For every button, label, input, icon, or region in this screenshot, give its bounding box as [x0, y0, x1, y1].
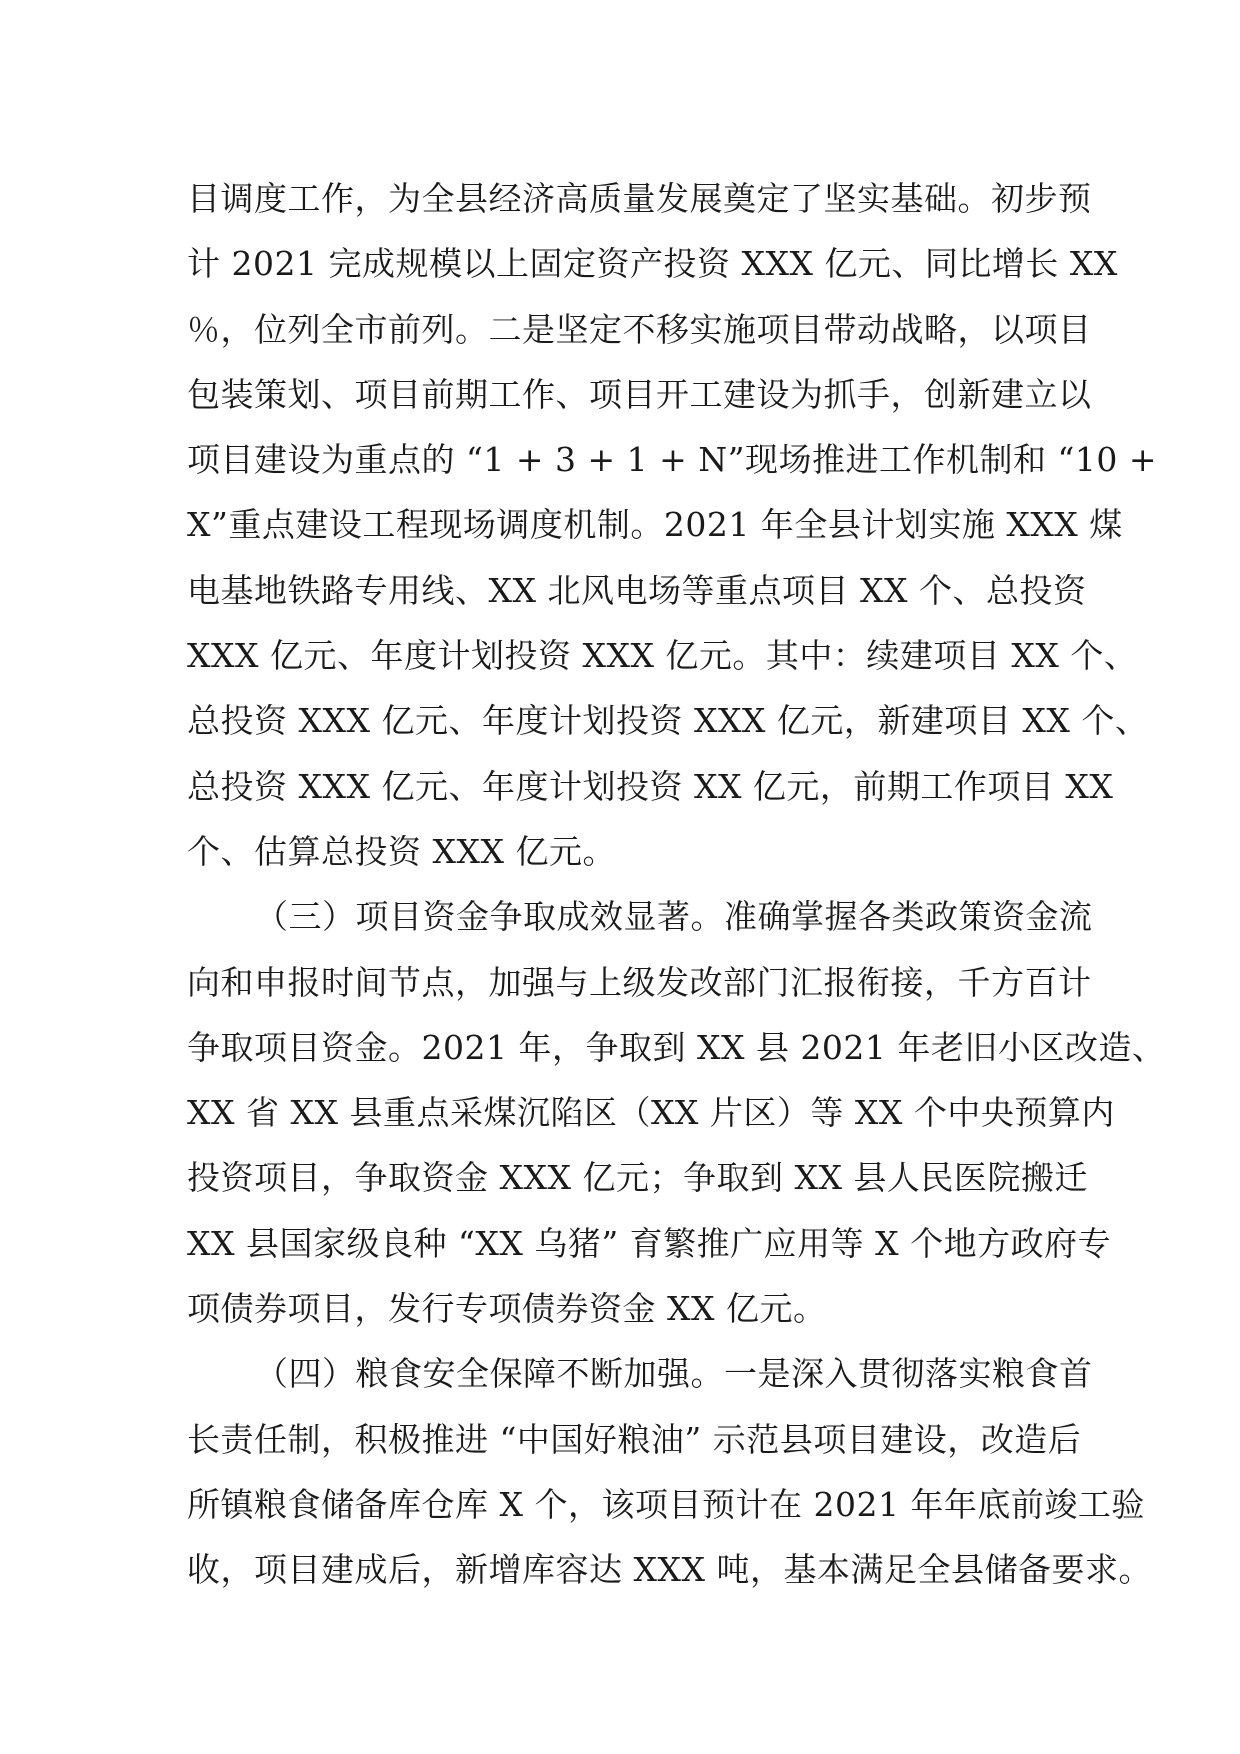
text-line: 项目建设为重点的 “1 + 3 + 1 + N”现场推进工作机制和 “10 + — [187, 440, 1157, 480]
text-line: 所镇粮食储备库仓库 X 个，该项目预计在 2021 年年底前竣工验 — [187, 1484, 1145, 1524]
text-line: 计 2021 完成规模以上固定资产投资 XXX 亿元、同比增长 XX — [187, 244, 1118, 284]
text-line: 总投资 XXX 亿元、年度计划投资 XX 亿元，前期工作项目 XX — [187, 766, 1114, 806]
text-line: 向和申报时间节点，加强与上级发改部门汇报衔接，千方百计 — [187, 962, 1092, 1002]
text-line: 电基地铁路专用线、XX 北风电场等重点项目 XX 个、总投资 — [187, 570, 1087, 610]
text-line: 投资项目，争取资金 XXX 亿元；争取到 XX 县人民医院搬迁 — [187, 1158, 1088, 1198]
paragraph-heading-line: （四）粮食安全保障不断加强。一是深入贯彻落实粮食首 — [255, 1354, 1093, 1394]
text-line: 争取项目资金。2021 年，争取到 XX 县 2021 年老旧小区改造、 — [187, 1027, 1166, 1067]
text-line: X”重点建设工程现场调度机制。2021 年全县计划实施 XXX 煤 — [187, 505, 1123, 545]
text-line-paragraph-end: 个、估算总投资 XXX 亿元。 — [187, 831, 616, 871]
text-line-paragraph-end: 项债券项目，发行专项债券资金 XX 亿元。 — [187, 1289, 827, 1329]
text-line: XX 县国家级良种 “XX 乌猪” 育繁推广应用等 X 个地方政府专 — [187, 1223, 1112, 1263]
text-line: XX 省 XX 县重点采煤沉陷区（XX 片区）等 XX 个中央预算内 — [187, 1093, 1115, 1133]
text-line: 总投资 XXX 亿元、年度计划投资 XXX 亿元，新建项目 XX 个、 — [187, 701, 1149, 741]
text-line: 长责任制，积极推进 “中国好粮油” 示范县项目建设，改造后 — [187, 1419, 1082, 1459]
text-line: 目调度工作，为全县经济高质量发展奠定了坚实基础。初步预 — [187, 179, 1092, 218]
text-line: XXX 亿元、年度计划投资 XXX 亿元。其中：续建项目 XX 个、 — [187, 636, 1138, 676]
paragraph-heading-line: （三）项目资金争取成效显著。准确掌握各类政策资金流 — [255, 897, 1093, 937]
text-line: 收，项目建成后，新增库容达 XXX 吨，基本满足全县储备要求。 — [187, 1550, 1152, 1590]
text-line: 包装策划、项目前期工作、项目开工建设为抓手，创新建立以 — [187, 374, 1092, 414]
document-page — [187, 166, 1166, 1603]
text-line: ％，位列全市前列。二是坚定不移实施项目带动战略，以项目 — [187, 309, 1092, 349]
